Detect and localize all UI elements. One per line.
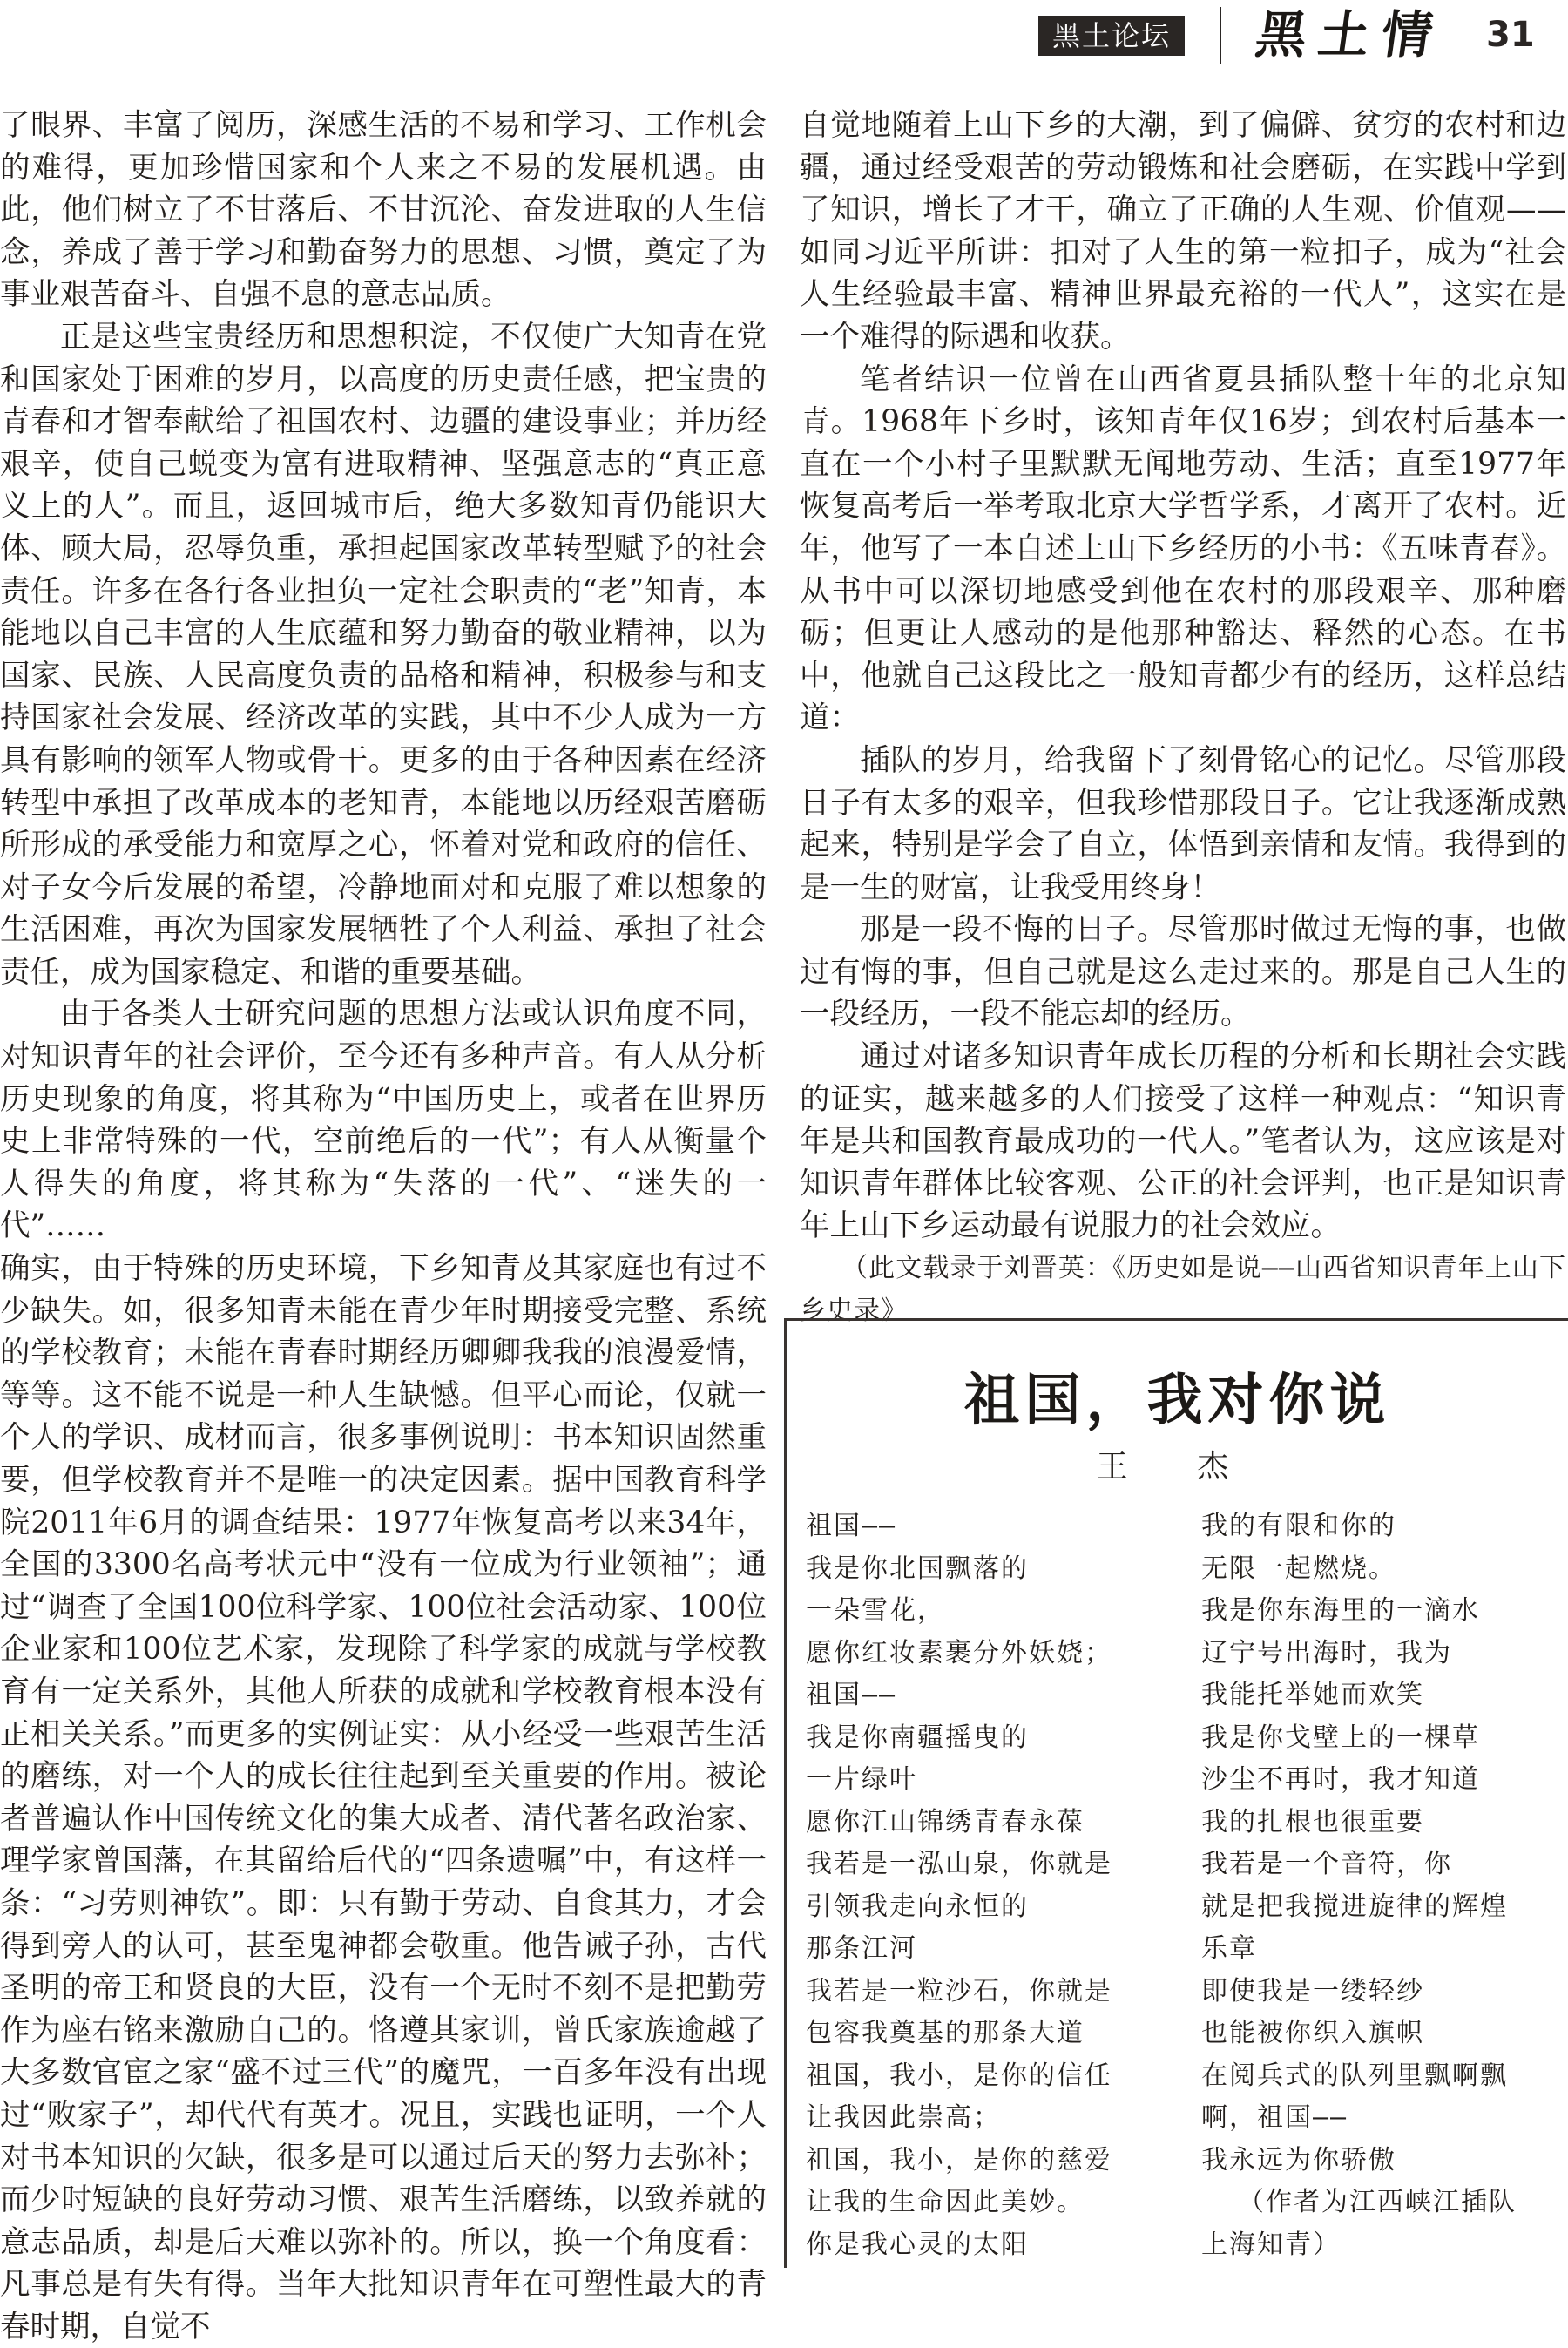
- poem-line: 祖国，我小，是你的信任: [806, 2060, 1112, 2091]
- magazine-title: 黑土情: [1252, 5, 1449, 64]
- poem-line: 一片绿叶: [806, 1764, 917, 1795]
- article-paragraph: 通过对诸多知识青年成长历程的分析和长期社会实践的证实，越来越多的人们接受了这样一种观点：“知识青年是共和国教育最成功的一代人。”笔者认为，这应该是对知识青年群体比较客观、公正的社会评判，也正是知识青年上山下乡运动最有说服力的社会效应。: [800, 1039, 1566, 1244]
- right-article-column: [800, 105, 1566, 1332]
- poem-line: 我的有限和你的: [1201, 1511, 1396, 1541]
- poem-line: 辽宁号出海时，我为: [1201, 1637, 1452, 1668]
- poem-line: （作者为江西峡江插队: [1238, 2187, 1517, 2217]
- poem-title: 祖国，我对你说: [963, 1369, 1391, 1433]
- poem-line: 我是你东海里的一滴水: [1201, 1595, 1480, 1626]
- article-paragraph: 由于各类人士研究问题的思想方法或认识角度不同，对知识青年的社会评价，至今还有多种声音。有人从分析历史现象的角度，将其称为“中国历史上，或者在世界历史上非常特殊的一代，空前绝后的一代”；有人从衡量个人得失的角度，将其称为“失落的一代”、“迷失的一代”……: [0, 997, 767, 1244]
- poem-author: 王 杰: [1096, 1449, 1259, 1485]
- poem-line: 那条江河: [806, 1933, 917, 1964]
- article-paragraph: 正是这些宝贵经历和思想积淀，不仅使广大知青在党和国家处于困难的岁月，以高度的历史责任感，把宝贵的青春和才智奉献给了祖国农村、边疆的建设事业；并历经艰辛，使自己蜕变为富有进取精神、坚强意志的“真正意义上的人”。而且，返回城市后，绝大多数知青仍能识大体、顾大局，忍辱负重，承担起国家改革转型赋予的社会责任。许多在各行各业担负一定社会职责的“老”知青，本能地以自己丰富的人生底蕴和努力勤奋的敬业精神，以为国家、民族、人民高度负责的品格和精神，积极参与和支持国家社会发展、经济改革的实践，其中不少人成为一方具有影响的领军人物或骨干。更多的由于各种因素在经济转型中承担了改革成本的老知青，本能地以历经艰苦磨砺所形成的承受能力和宽厚之心，怀着对党和政府的信任、对子女今后发展的希望，冷静地面对和克服了难以想象的生活困难，再次为国家发展牺牲了个人利益、承担了社会责任，成为国家稳定、和谐的重要基础。: [0, 319, 767, 990]
- poem-line: 乐章: [1201, 1933, 1257, 1964]
- poem-line: 一朵雪花，: [806, 1595, 945, 1626]
- poem-line: 我是你南疆摇曳的: [806, 1722, 1029, 1753]
- article-paragraph: 笔者结识一位曾在山西省夏县插队整十年的北京知青。1968年下乡时，该知青年仅16岁；到农村后基本一直在一个小村子里默默无闻地劳动、生活；直至1977年恢复高考后一举考取北京大学哲学系，才离开了农村。近年，他写了一本自述上山下乡经历的小书：《五味青春》。从书中可以深切地感受到他在农村的那段艰辛、那种磨砺；但更让人感动的是他那种豁达、释然的心态。在书中，他就自己这段比之一般知青都少有的经历，这样总结道：: [800, 362, 1566, 736]
- poem-box: [784, 1318, 1568, 2268]
- article-paragraph: 确实，由于特殊的历史环境，下乡知青及其家庭也有过不少缺失。如，很多知青未能在青少年时期接受完整、系统的学校教育；未能在青春时期经历卿卿我我的浪漫爱情，等等。这不能不说是一种人生缺憾。但平心而论，仅就一个人的学识、成材而言，很多事例说明：书本知识固然重要，但学校教育并不是唯一的决定因素。据中国教育科学院2011年6月的调查结果：1977年恢复高考以来34年，全国的3300名高考状元中“没有一位成为行业领袖”；通过“调查了全国100位科学家、100位社会活动家、100位企业家和100位艺术家，发现除了科学家的成就与学校教育有一定关系外，其他人所获的成就和学校教育根本没有正相关关系。”而更多的实例证实：从小经受一些艰苦生活的磨练，对一个人的成长往往起到至关重要的作用。被论者普遍认作中国传统文化的集大成者、清代著名政治家、理学家曾国藩，在其留给后代的“四条遗嘱”中，有这样一条：“习劳则神钦”。即：只有勤于劳动、自食其力，才会得到旁人的认可，甚至鬼神都会敬重。他告诫子孙，古代圣明的帝王和贤良的大臣，没有一个无时不刻不是把勤劳作为座右铭来激励自己的。恪遵其家训，曾氏家族逾越了大多数官宦之家“盛不过三代”的魔咒，一百多年没有出现过“败家子”，却代代有英才。况且，实践也证明，一个人对书本知识的欠缺，很多是可以通过后天的努力去弥补；而少时短缺的良好劳动习惯、艰苦生活磨练，以致养就的意志品质，却是后天难以弥补的。所以，换一个角度看：凡事总是有失有得。当年大批知识青年在可塑性最大的青春时期，自觉不: [0, 1251, 767, 2345]
- poem-line: 也能被你织入旗帜: [1201, 2018, 1424, 2048]
- poem-line: 啊，祖国——: [1201, 2102, 1348, 2133]
- poem-line: 我若是一个音符，你: [1201, 1849, 1452, 1879]
- poem-line: 在阅兵式的队列里飘啊飘: [1201, 2060, 1508, 2091]
- poem-line: 就是把我搅进旋律的辉煌: [1201, 1891, 1508, 1922]
- poem-line: 我若是一泓山泉，你就是: [806, 1849, 1112, 1879]
- poem-line: 让我因此崇高；: [806, 2102, 1001, 2133]
- poem-line: 让我的生命因此美妙。: [806, 2187, 1085, 2217]
- poem-line: 愿你红妆素裹分外妖娆；: [806, 1637, 1112, 1668]
- left-article-column: [0, 105, 767, 2348]
- poem-line: 你是我心灵的太阳: [806, 2229, 1029, 2260]
- poem-line: 即使我是一缕轻纱: [1201, 1975, 1424, 2006]
- poem-line: 上海知青）: [1201, 2229, 1341, 2260]
- poem-column-right: [1201, 1506, 1567, 2266]
- article-paragraph: 自觉地随着上山下乡的大潮，到了偏僻、贫穷的农村和边疆，通过经受艰苦的劳动锻炼和社会磨砺，在实践中学到了知识，增长了才干，确立了正确的人生观、价值观——如同习近平所讲：扣对了人生的第一粒扣子，成为“社会人生经验最丰富、精神世界最充裕的一代人”，这实在是一个难得的际遇和收获。: [800, 108, 1566, 355]
- article-paragraph: 了眼界、丰富了阅历，深感生活的不易和学习、工作机会的难得，更加珍惜国家和个人来之不易的发展机遇。由此，他们树立了不甘落后、不甘沉沦、奋发进取的人生信念，养成了善于学习和勤奋努力的思想、习惯，奠定了为事业艰苦奋斗、自强不息的意志品质。: [0, 108, 767, 313]
- poem-line: 我永远为你骄傲: [1201, 2144, 1396, 2175]
- poem-line: 我是你戈壁上的一棵草: [1201, 1722, 1480, 1753]
- poem-column-left: [806, 1506, 1172, 2266]
- poem-line: 我的扎根也很重要: [1201, 1806, 1424, 1837]
- poem-line: 引领我走向永恒的: [806, 1891, 1029, 1922]
- poem-line: 愿你江山锦绣青春永葆: [806, 1806, 1085, 1837]
- poem-line: 祖国，我小，是你的慈爱: [806, 2144, 1112, 2175]
- source-note: （此文载录于刘晋英：《历史如是说——山西省知识青年上山下乡史录》: [800, 1253, 1566, 1326]
- header-divider: [1220, 7, 1221, 64]
- poem-line: 无限一起燃烧。: [1201, 1553, 1396, 1584]
- poem-line: 祖国——: [806, 1511, 897, 1541]
- section-label: 黑土论坛: [1038, 16, 1185, 56]
- page-header: [0, 0, 1568, 63]
- poem-line: 沙尘不再时，我才知道: [1201, 1764, 1480, 1795]
- poem-line: 包容我奠基的那条大道: [806, 2018, 1085, 2048]
- poem-line: 我若是一粒沙石，你就是: [806, 1975, 1112, 2006]
- quoted-paragraph: 那是一段不悔的日子。尽管那时做过无悔的事，也做过有悔的事，但自己就是这么走过来的。那是自己人生的一段经历，一段不能忘却的经历。: [800, 912, 1566, 1032]
- poem-line: 祖国——: [806, 1680, 897, 1710]
- quoted-paragraph: 插队的岁月，给我留下了刻骨铭心的记忆。尽管那段日子有太多的艰辛，但我珍惜那段日子。它让我逐渐成熟起来，特别是学会了自立，体悟到亲情和友情。我得到的是一生的财富，让我受用终身！: [800, 742, 1566, 905]
- poem-line: 我能托举她而欢笑: [1201, 1680, 1424, 1710]
- poem-line: 我是你北国飘落的: [806, 1553, 1029, 1584]
- page-number: 31: [1486, 15, 1535, 55]
